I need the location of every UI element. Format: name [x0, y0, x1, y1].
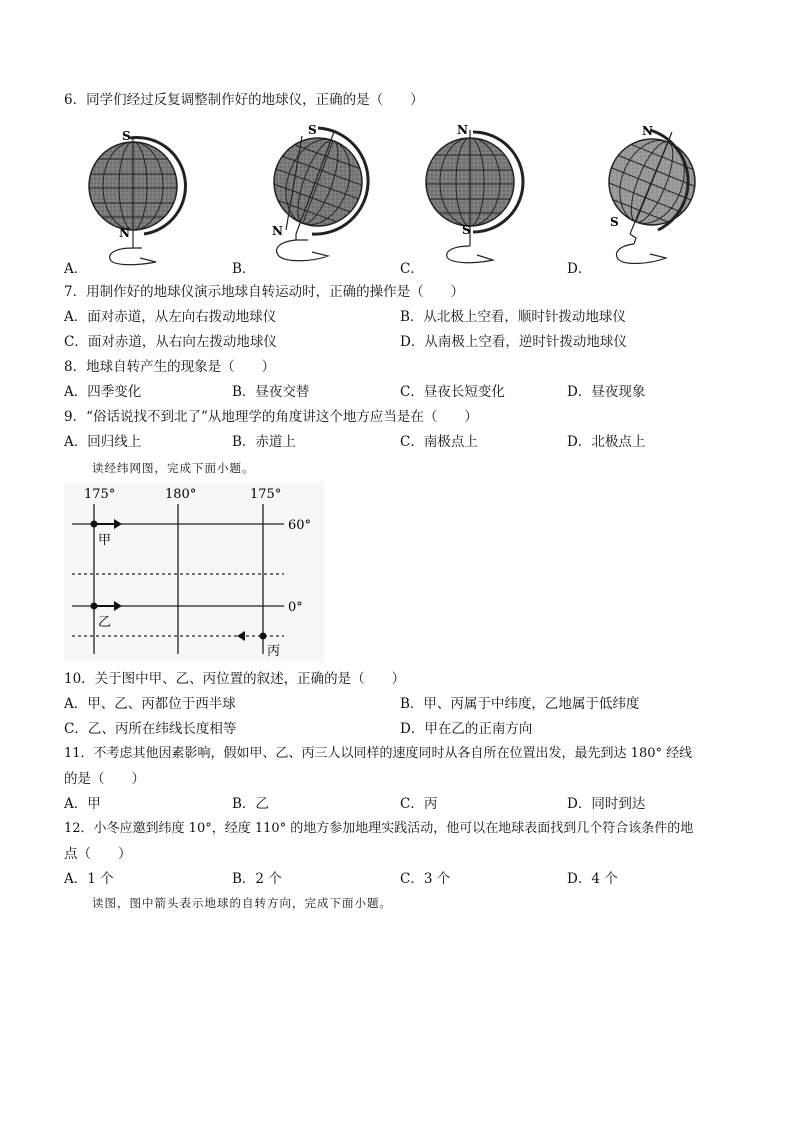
point-bing	[260, 633, 267, 640]
q11-option-d: D．同时到达	[567, 796, 646, 812]
q8-option-d: D．昼夜现象	[567, 384, 646, 400]
q11-stem-line1: 11．不考虑其他因素影响，假如甲、乙、丙三人以同样的速度同时从各自所在位置出发，最先到达 180° 经线	[64, 746, 693, 761]
globe-c-label: C．	[400, 261, 424, 277]
globe-a-bottom-pole: N	[119, 226, 130, 240]
q10-stem: 10．关于图中甲、乙、丙位置的叙述，正确的是（ ）	[64, 671, 406, 687]
intro-grid: 读经纬网图，完成下面小题。	[92, 461, 255, 475]
q7-option-d: D．从南极上空看，逆时针拨动地球仪	[400, 334, 627, 350]
label-jia: 甲	[98, 533, 112, 548]
globe-b-label: B．	[232, 261, 256, 277]
lon-label-175-east: 175°	[250, 487, 282, 502]
globe-c-top-pole: N	[457, 123, 468, 137]
globe-b-image	[256, 122, 376, 272]
lon-label-180: 180°	[165, 487, 197, 502]
q8-stem: 8．地球自转产生的现象是（ ）	[64, 359, 276, 375]
lat-label-60: 60°	[288, 518, 312, 533]
q10-option-a: A．甲、乙、丙都位于西半球	[64, 696, 236, 712]
q10-option-b: B．甲、丙属于中纬度，乙地属于低纬度	[400, 696, 640, 712]
q12-option-d: D．4 个	[567, 871, 618, 887]
q6-stem: 6．同学们经过反复调整制作好的地球仪，正确的是（ ）	[64, 92, 424, 108]
q7-stem: 7．用制作好的地球仪演示地球自转运动时，正确的操作是（ ）	[64, 284, 465, 300]
globe-d-bottom-pole: S	[610, 215, 619, 229]
globe-b-bottom-pole: N	[272, 224, 283, 238]
q12-option-a: A．1 个	[64, 871, 114, 887]
lat-label-0: 0°	[288, 600, 303, 615]
q11-option-c: C．丙	[400, 796, 438, 812]
q11-stem-line2: 的是（ ）	[64, 771, 145, 787]
globe-d-top-pole: N	[642, 124, 653, 138]
globe-a-top-pole: S	[122, 129, 131, 143]
q12-option-c: C．3 个	[400, 871, 451, 887]
label-yi: 乙	[98, 615, 112, 630]
q8-option-c: C．昼夜长短变化	[400, 384, 505, 400]
q7-option-b: B．从北极上空看，顺时针拨动地球仪	[400, 309, 626, 325]
q7-option-a: A．面对赤道，从左向右拨动地球仪	[64, 309, 277, 325]
q9-option-c: C．南极点上	[400, 434, 478, 450]
globe-d-image	[592, 122, 712, 272]
q12-stem-line2: 点（ ）	[64, 846, 132, 862]
globe-c-image	[423, 122, 533, 272]
grid-diagram	[64, 482, 324, 662]
globe-d-label: D．	[567, 261, 592, 277]
q12-stem-line1: 12．小冬应邀到纬度 10°，经度 110° 的地方参加地理实践活动，他可以在地球表面找到几个符合该条件的地	[64, 821, 694, 836]
globe-a-image	[86, 126, 196, 276]
q9-option-d: D．北极点上	[567, 434, 646, 450]
lon-label-175-west: 175°	[84, 487, 116, 502]
q10-option-c: C．乙、丙所在纬线长度相等	[64, 721, 237, 737]
globe-c-bottom-pole: S	[462, 223, 471, 237]
q10-option-d: D．甲在乙的正南方向	[400, 721, 533, 737]
q11-option-b: B．乙	[232, 796, 269, 812]
globe-b-top-pole: S	[308, 123, 317, 137]
q12-option-b: B．2 个	[232, 871, 282, 887]
intro-rotation: 读图，图中箭头表示地球的自转方向，完成下面小题。	[92, 896, 392, 910]
q8-option-b: B．昼夜交替	[232, 384, 310, 400]
label-bing: 丙	[267, 644, 281, 659]
q9-stem: 9．“俗话说找不到北了”从地理学的角度讲这个地方应当是在（ ）	[64, 409, 478, 425]
q9-option-a: A．回归线上	[64, 434, 142, 450]
q7-option-c: C．面对赤道，从右向左拨动地球仪	[64, 334, 277, 350]
globe-a-label: A．	[64, 261, 88, 277]
q8-option-a: A．四季变化	[64, 384, 142, 400]
q11-option-a: A．甲	[64, 796, 101, 812]
q9-option-b: B．赤道上	[232, 434, 296, 450]
